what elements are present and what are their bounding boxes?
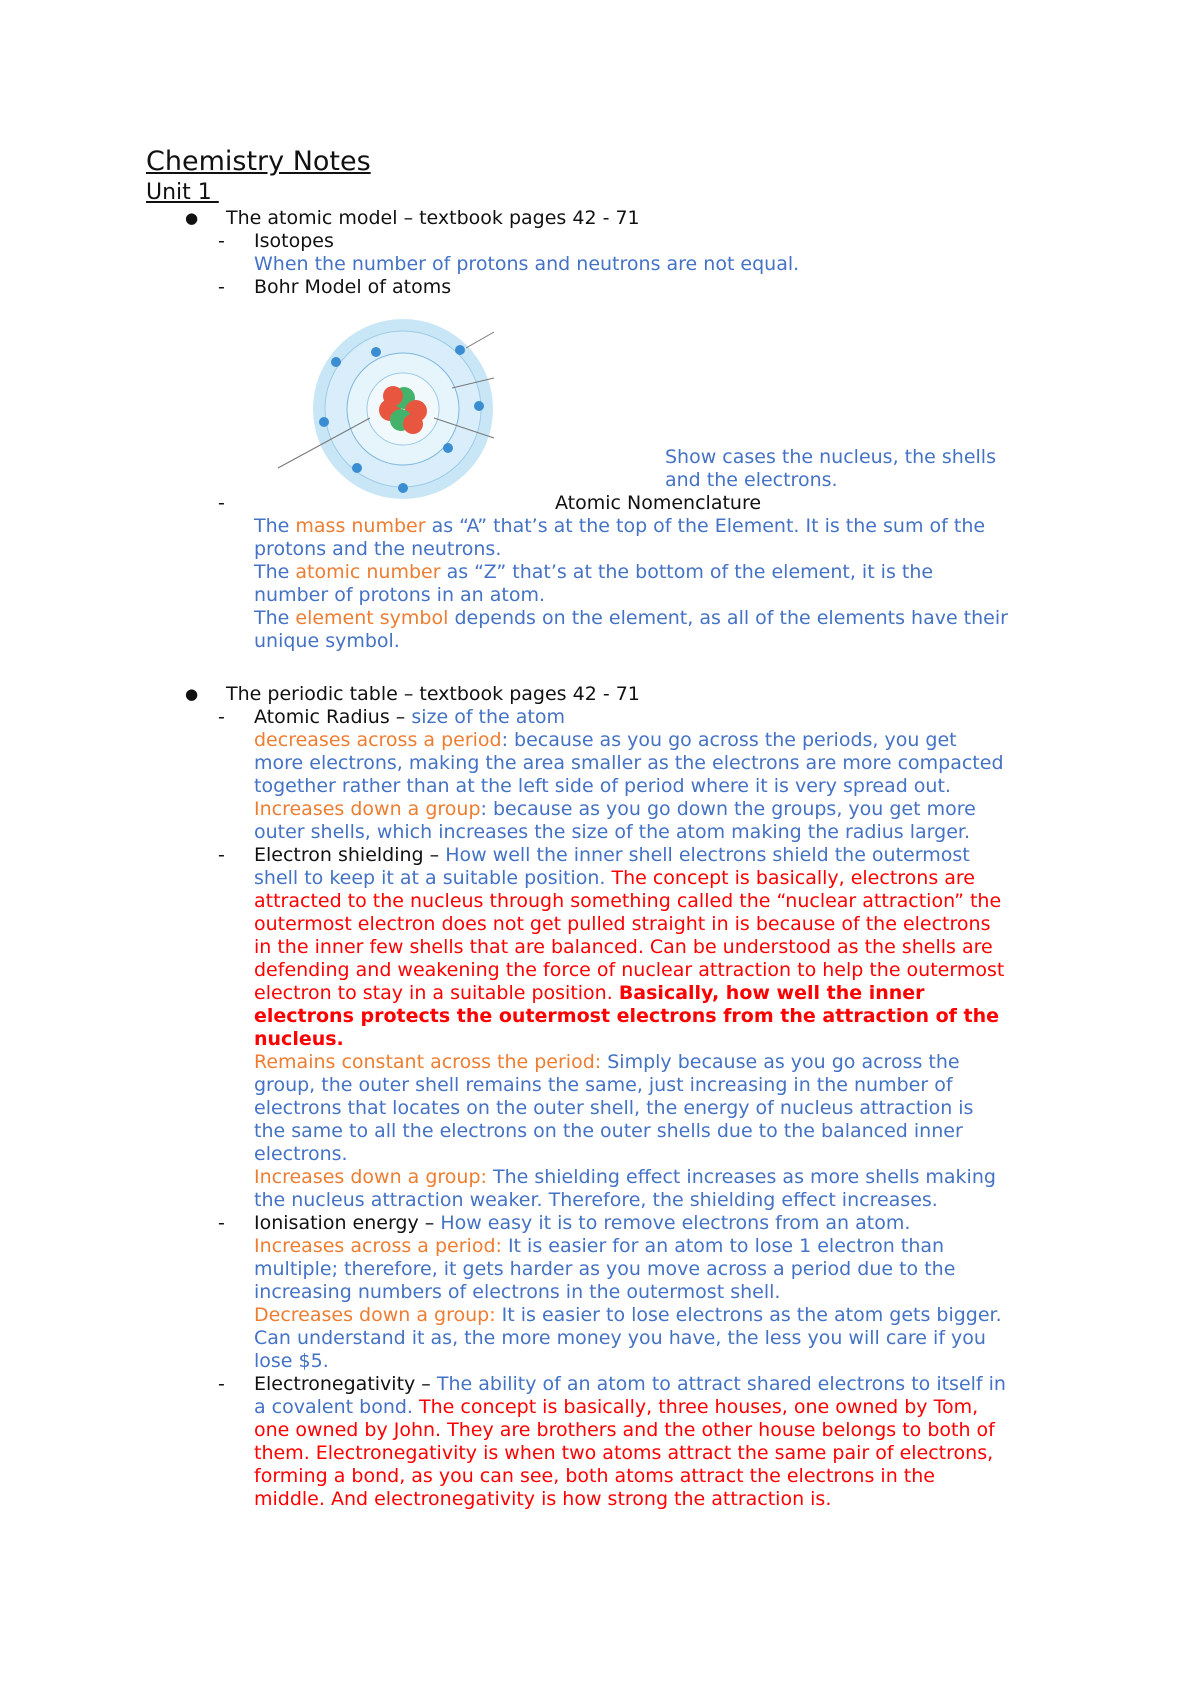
shielding-constant-line-3: electrons that locates on the outer shell, the energy of nucleus attraction is: [254, 1097, 974, 1119]
dash-marker: -: [218, 492, 225, 514]
section-periodic-table: The periodic table – textbook pages 42 - 71: [226, 683, 640, 705]
radius-down-line-1: Increases down a group: because as you go down the groups, you get more: [254, 798, 976, 820]
atomic-number-line: The atomic number as “Z” that’s at the bottom of the element, it is the: [254, 561, 934, 583]
dash-marker: -: [218, 1212, 225, 1234]
shielding-constant-line-2: group, the outer shell remains the same, just increasing in the number of: [254, 1074, 953, 1096]
electronegativity-line-1: Electronegativity – The ability of an atom to attract shared electrons to itself in: [254, 1373, 1006, 1395]
radius-down-line-2: outer shells, which increases the size of the atom making the radius larger.: [254, 821, 970, 843]
radius-across-line-2: more electrons, making the area smaller as the electrons are more compacted: [254, 752, 1004, 774]
shielding-constant-line-5: electrons.: [254, 1143, 348, 1165]
ionisation-down-line-2: Can understand it as, the more money you have, the less you will care if you: [254, 1327, 986, 1349]
shielding-red-line-3: outermost electron does not get pulled straight in is because of the electrons: [254, 913, 991, 935]
bohr-caption-line-1: Show cases the nucleus, the shells: [665, 446, 996, 468]
electronegativity-red-line-3: them. Electronegativity is when two atoms attract the same pair of electrons,: [254, 1442, 994, 1464]
atomic-number-term: atomic number: [295, 561, 441, 583]
shielding-line-2: shell to keep it at a suitable position. The concept is basically, electrons are: [254, 867, 975, 889]
section-atomic-model: The atomic model – textbook pages 42 - 71: [226, 207, 640, 229]
isotopes-desc: When the number of protons and neutrons are not equal.: [254, 253, 800, 275]
unit-heading: Unit 1: [146, 180, 219, 205]
element-symbol-term: element symbol: [295, 607, 449, 629]
dash-marker: -: [218, 844, 225, 866]
shielding-bold-line-3: nucleus.: [254, 1028, 344, 1050]
dash-marker: -: [218, 706, 225, 728]
mass-number-line: The mass number as “A” that’s at the top of the Element. It is the sum of the: [254, 515, 986, 537]
ionisation-across-line-3: increasing numbers of electrons in the outermost shell.: [254, 1281, 781, 1303]
ionisation-down-line-1: Decreases down a group: It is easier to lose electrons as the atom gets bigger.: [254, 1304, 1002, 1326]
isotopes-label: Isotopes: [254, 230, 334, 252]
electronegativity-red-line-4: forming a bond, as you can see, both atoms attract the electrons in the: [254, 1465, 935, 1487]
nomenclature-label: Atomic Nomenclature: [555, 492, 762, 514]
atomic-radius-line: Atomic Radius – size of the atom: [254, 706, 565, 728]
shielding-red-line-4: in the inner few shells that are balanced. Can be understood as the shells are: [254, 936, 993, 958]
shielding-red-line-2: attracted to the nucleus through something called the “nuclear attraction” the: [254, 890, 1002, 912]
element-symbol-line-2: unique symbol.: [254, 630, 400, 652]
radius-across-line-3: together rather than at the left side of period where it is very spread out.: [254, 775, 951, 797]
shielding-constant-line-1: Remains constant across the period: Simply because as you go across the: [254, 1051, 960, 1073]
ionisation-down-line-3: lose $5.: [254, 1350, 329, 1372]
dash-marker: -: [218, 230, 225, 252]
element-symbol-line: The element symbol depends on the element, as all of the elements have their: [254, 607, 1008, 629]
shielding-constant-line-4: the same to all the electrons on the outer shells due to the balanced inner: [254, 1120, 963, 1142]
bohr-label: Bohr Model of atoms: [254, 276, 452, 298]
dash-marker: -: [218, 276, 225, 298]
ionisation-across-line-1: Increases across a period: It is easier for an atom to lose 1 electron than: [254, 1235, 945, 1257]
bohr-atom-image: [258, 318, 534, 500]
shielding-down-line-2: the nucleus attraction weaker. Therefore, the shielding effect increases.: [254, 1189, 938, 1211]
mass-number-term: mass number: [295, 515, 426, 537]
electronegativity-red-line-5: middle. And electronegativity is how strong the attraction is.: [254, 1488, 832, 1510]
bullet-icon: ●: [185, 209, 199, 227]
shielding-red-line-6: electron to stay in a suitable position. Basically, how well the inner: [254, 982, 925, 1004]
shielding-line-1: Electron shielding – How well the inner shell electrons shield the outermost: [254, 844, 970, 866]
shielding-red-line-5: defending and weakening the force of nuclear attraction to help the outermost: [254, 959, 1005, 981]
bohr-caption-line-2: and the electrons.: [665, 469, 838, 491]
dash-marker: -: [218, 1373, 225, 1395]
mass-number-line-2: protons and the neutrons.: [254, 538, 502, 560]
shielding-bold-line-2: electrons protects the outermost electrons from the attraction of the: [254, 1005, 1000, 1027]
page-title: Chemistry Notes: [146, 146, 371, 177]
atomic-number-line-2: number of protons in an atom.: [254, 584, 546, 606]
ionisation-line-1: Ionisation energy – How easy it is to remove electrons from an atom.: [254, 1212, 911, 1234]
shielding-down-line-1: Increases down a group: The shielding effect increases as more shells making: [254, 1166, 996, 1188]
ionisation-across-line-2: multiple; therefore, it gets harder as you move across a period due to the: [254, 1258, 956, 1280]
radius-across-line-1: decreases across a period: because as you go across the periods, you get: [254, 729, 957, 751]
electronegativity-line-2: a covalent bond. The concept is basically, three houses, one owned by Tom,: [254, 1396, 979, 1418]
bullet-icon: ●: [185, 685, 199, 703]
electronegativity-red-line-2: one owned by John. They are brothers and the other house belongs to both of: [254, 1419, 995, 1441]
